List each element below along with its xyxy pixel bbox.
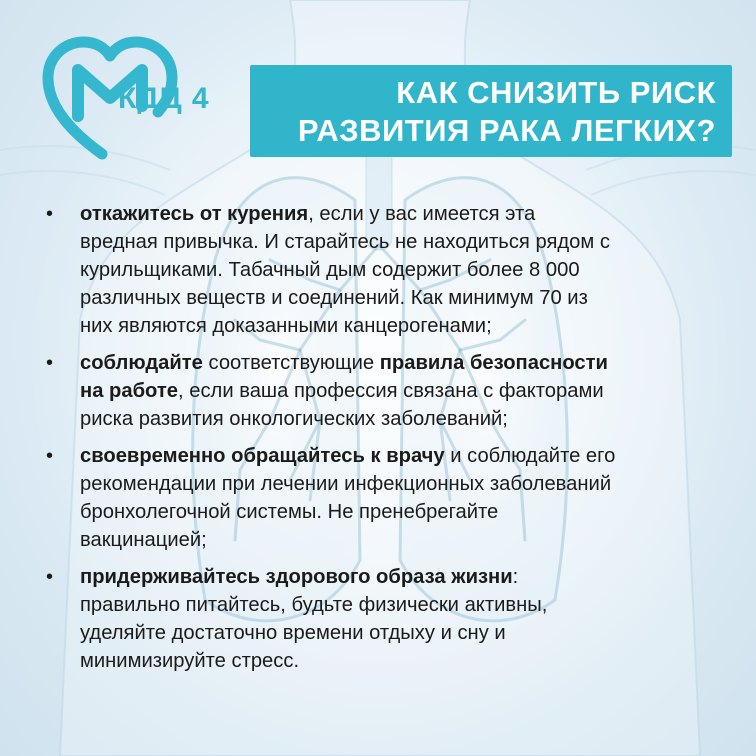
- text-segment: правильно питайтесь, будьте физически активны,: [80, 594, 548, 616]
- text-segment: вакцинацией;: [80, 529, 207, 551]
- bullet-marker: •: [46, 352, 54, 374]
- text-segment: уделяйте достаточно времени отдыху и сну и: [80, 622, 506, 644]
- bullet-text-line: [80, 256, 726, 284]
- text-segment: вредная привычка. И старайтесь не находиться рядом с: [80, 231, 610, 253]
- text-segment: курильщиками. Табачный дым содержит более 8 000: [80, 259, 580, 281]
- text-segment: бронхолегочной системы. Не пренебрегайте: [80, 501, 499, 523]
- logo-text: КДЦ 4: [118, 82, 210, 115]
- text-segment: рекомендации при лечении инфекционных заболеваний: [80, 473, 612, 495]
- text-segment: соответствующие: [202, 352, 380, 374]
- bullet-text-line: [80, 498, 726, 526]
- list-item: [46, 563, 726, 675]
- recommendations-list: [46, 200, 726, 684]
- bullet-text-line: [80, 470, 726, 498]
- bullet-text-line: [80, 619, 726, 647]
- text-segment: , если у вас имеется эта: [308, 203, 536, 225]
- list-item: [46, 349, 726, 433]
- bullet-text-line: [80, 405, 726, 433]
- bold-text-segment: откажитесь от курения: [80, 203, 309, 225]
- title-banner: [250, 65, 732, 157]
- text-segment: , если ваша профессия связана с факторами: [178, 380, 604, 402]
- bullet-text-line: [80, 284, 726, 312]
- bullet-text-line: [80, 228, 726, 256]
- bullet-text-line: [80, 349, 726, 377]
- bullet-text-line: [80, 200, 726, 228]
- bullet-marker: •: [46, 566, 54, 588]
- bullet-marker: •: [46, 445, 54, 467]
- title-line-2: РАЗВИТИЯ РАКА ЛЕГКИХ?: [297, 113, 716, 148]
- bullet-text-line: [80, 526, 726, 554]
- bullet-text-line: [80, 312, 726, 340]
- text-segment: :: [512, 566, 519, 588]
- bold-text-segment: соблюдайте: [80, 352, 203, 374]
- bold-text-segment: правила безопасности: [379, 352, 608, 374]
- text-segment: минимизируйте стресс.: [80, 650, 300, 672]
- bullet-marker: •: [46, 203, 54, 225]
- bullet-text-line: [80, 377, 726, 405]
- list-item: [46, 200, 726, 340]
- bold-text-segment: своевременно обращайтесь к врачу: [80, 445, 445, 467]
- title-line-1: КАК СНИЗИТЬ РИСК: [396, 75, 716, 110]
- list-item: [46, 442, 726, 554]
- text-segment: и соблюдайте его: [444, 445, 616, 467]
- bold-text-segment: придерживайтесь здорового образа жизни: [80, 566, 513, 588]
- bullet-text-line: [80, 591, 726, 619]
- clinic-logo: [40, 36, 240, 166]
- logo-letter: М: [110, 86, 111, 87]
- bullet-text-line: [80, 647, 726, 675]
- text-segment: них являются доказанными канцерогенами;: [80, 315, 492, 337]
- text-segment: различных веществ и соединений. Как минимум 70 из: [80, 287, 588, 309]
- bold-text-segment: на работе: [80, 380, 178, 402]
- text-segment: риска развития онкологических заболеваний;: [80, 408, 508, 430]
- bullet-text-line: [80, 442, 726, 470]
- bullet-text-line: [80, 563, 726, 591]
